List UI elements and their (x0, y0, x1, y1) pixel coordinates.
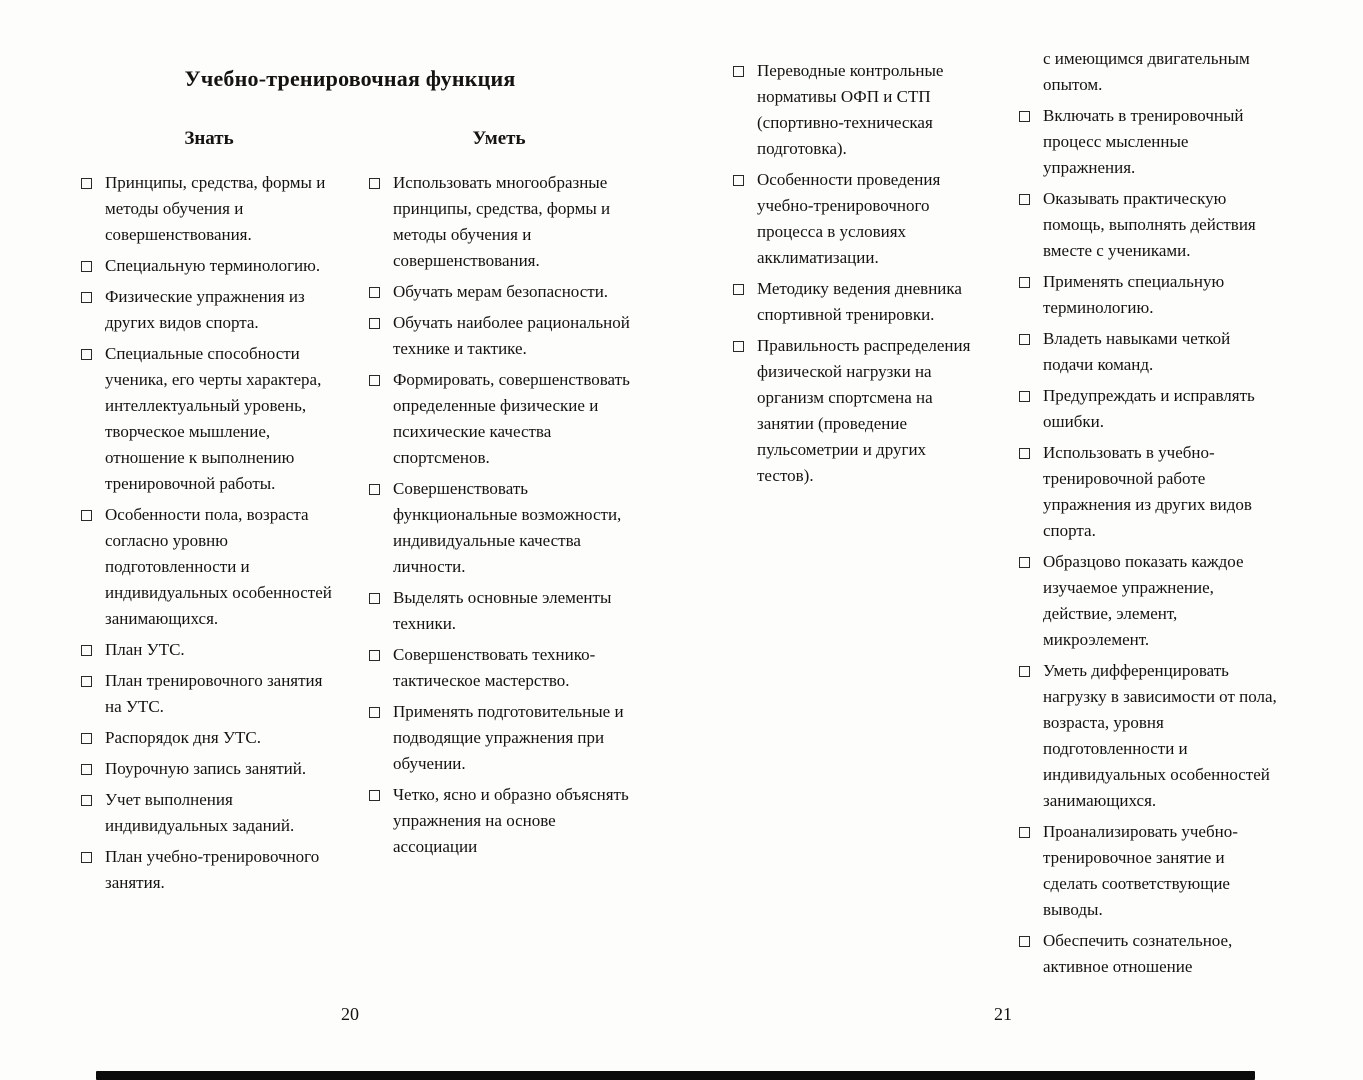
item-text: Образцово показать каждое изучаемое упражнение, действие, элемент, микроэлемент. (1043, 552, 1244, 649)
list-item (78, 787, 340, 839)
list-item (366, 699, 632, 777)
item-text: Принципы, средства, формы и методы обучения и совершенствования. (105, 173, 326, 244)
column-header-know: Знать (184, 128, 234, 149)
checkbox-icon (1019, 391, 1030, 402)
item-text: Проанализировать учебно-тренировочное занятие и сделать соответствующие выводы. (1043, 822, 1238, 919)
list-item (1016, 269, 1282, 321)
item-text: Применять специальную терминологию. (1043, 272, 1225, 317)
item-text: Учет выполнения индивидуальных заданий. (105, 790, 295, 835)
list-item (1016, 103, 1282, 181)
checkbox-icon (1019, 666, 1030, 677)
item-text: Совершенствовать технико-тактическое мастерство. (393, 645, 596, 690)
checkbox-icon (1019, 936, 1030, 947)
item-text: Предупреждать и исправлять ошибки. (1043, 386, 1255, 431)
checkbox-icon (81, 261, 92, 272)
list-item (78, 725, 340, 751)
item-text: Формировать, совершенствовать определенные физические и психические качества спортсменов. (393, 370, 630, 467)
column-able-continued (1016, 46, 1282, 985)
page-number-left: 20 (341, 1004, 359, 1024)
checkbox-icon (81, 676, 92, 687)
checkbox-icon (81, 292, 92, 303)
checkbox-icon (733, 66, 744, 77)
checkbox-icon (369, 707, 380, 718)
item-text: Переводные контрольные нормативы ОФП и СТП (спортивно-техническая подготовка). (757, 61, 944, 158)
list-item (366, 310, 632, 362)
item-text: Обучать мерам безопасности. (393, 282, 609, 301)
checkbox-icon (1019, 334, 1030, 345)
item-text: Оказывать практическую помощь, выполнять действия вместе с учениками. (1043, 189, 1256, 260)
page-number-right: 21 (994, 1004, 1012, 1024)
checkbox-icon (81, 645, 92, 656)
able-list (366, 170, 632, 860)
item-text: Выделять основные элементы техники. (393, 588, 612, 633)
list-item (78, 341, 340, 497)
checkbox-icon (369, 593, 380, 604)
checkbox-icon (369, 650, 380, 661)
list-item (366, 476, 632, 580)
item-text: Обучать наиболее рациональной технике и тактике. (393, 313, 630, 358)
list-item (366, 642, 632, 694)
checkbox-icon (81, 764, 92, 775)
item-text: Использовать многообразные принципы, средства, формы и методы обучения и совершенствования. (393, 173, 611, 270)
list-item (1016, 326, 1282, 378)
checkbox-icon (81, 733, 92, 744)
list-item (1016, 383, 1282, 435)
list-item (78, 756, 340, 782)
checkbox-icon (1019, 111, 1030, 122)
item-text: Поурочную запись занятий. (105, 759, 307, 778)
checkbox-icon (1019, 277, 1030, 288)
list-item (730, 167, 980, 271)
item-text: Использовать в учебно-тренировочной работе упражнения из других видов спорта. (1043, 443, 1252, 540)
list-item (1016, 928, 1282, 980)
checkbox-icon (733, 175, 744, 186)
column-know (78, 128, 340, 901)
item-text: Распорядок дня УТС. (105, 728, 261, 747)
list-item (78, 844, 340, 896)
list-item (366, 782, 632, 860)
checkbox-icon (81, 852, 92, 863)
checkbox-icon (369, 375, 380, 386)
item-text: Владеть навыками четкой подачи команд. (1043, 329, 1231, 374)
item-text: Специальную терминологию. (105, 256, 321, 275)
item-text: План УТС. (105, 640, 185, 659)
list-item (78, 170, 340, 248)
item-text: Включать в тренировочный процесс мысленные упражнения. (1043, 106, 1244, 177)
list-item (366, 170, 632, 274)
column-able (366, 128, 632, 865)
list-item (730, 58, 980, 162)
list-item (366, 279, 632, 305)
checkbox-icon (1019, 557, 1030, 568)
checkbox-icon (81, 795, 92, 806)
checkbox-icon (369, 287, 380, 298)
list-item (1016, 186, 1282, 264)
checkbox-icon (1019, 194, 1030, 205)
page-title: Учебно-тренировочная функция (184, 66, 516, 91)
column-know-continued (730, 58, 980, 494)
list-item (366, 367, 632, 471)
item-text: План учебно-тренировочного занятия. (105, 847, 320, 892)
list-item (78, 253, 340, 279)
item-text: Обеспечить сознательное, активное отношение (1043, 931, 1233, 976)
list-item (78, 668, 340, 720)
column-header-able: Уметь (472, 128, 526, 149)
checkbox-icon (733, 341, 744, 352)
checkbox-icon (1019, 827, 1030, 838)
list-item (78, 637, 340, 663)
know-list-continued (730, 58, 980, 489)
list-item (1016, 549, 1282, 653)
list-item (1016, 658, 1282, 814)
checkbox-icon (81, 510, 92, 521)
checkbox-icon (369, 318, 380, 329)
item-text: Физические упражнения из других видов спорта. (105, 287, 305, 332)
checkbox-icon (369, 178, 380, 189)
item-text: с имеющимся двигательным опытом. (1043, 49, 1250, 94)
able-list-continued (1016, 46, 1282, 980)
checkbox-icon (369, 484, 380, 495)
list-item (1016, 440, 1282, 544)
item-text: Четко, ясно и образно объяснять упражнения на основе ассоциации (393, 785, 629, 856)
checkbox-icon (1019, 448, 1030, 459)
checkbox-icon (733, 284, 744, 295)
know-list (78, 170, 340, 896)
list-item (730, 333, 980, 489)
list-item (78, 502, 340, 632)
scan-bottom-edge-artifact (96, 1071, 1255, 1080)
checkbox-icon (81, 349, 92, 360)
list-item (366, 585, 632, 637)
item-text: Правильность распределения физической нагрузки на организм спортсмена на занятии (проведение пульсометрии и других тестов). (757, 336, 971, 485)
item-text: Совершенствовать функциональные возможности, индивидуальные качества личности. (393, 479, 622, 576)
item-text: Особенности пола, возраста согласно уровню подготовленности и индивидуальных особенностей занимающихся. (105, 505, 332, 628)
item-text: Методику ведения дневника спортивной тренировки. (757, 279, 962, 324)
item-text: План тренировочного занятия на УТС. (105, 671, 323, 716)
item-text: Уметь дифференцировать нагрузку в зависимости от пола, возраста, уровня подготовленности и индивидуальных особенностей занимающихся. (1043, 661, 1277, 810)
item-text: Применять подготовительные и подводящие упражнения при обучении. (393, 702, 624, 773)
list-item (78, 284, 340, 336)
list-item (730, 276, 980, 328)
checkbox-icon (81, 178, 92, 189)
checkbox-icon (369, 790, 380, 801)
list-item (1016, 819, 1282, 923)
item-text: Специальные способности ученика, его черты характера, интеллектуальный уровень, творческое мышление, отношение к выполнению тренировочной работы. (105, 344, 322, 493)
item-text: Особенности проведения учебно-тренировочного процесса в условиях акклиматизации. (757, 170, 941, 267)
list-item (1016, 46, 1282, 98)
